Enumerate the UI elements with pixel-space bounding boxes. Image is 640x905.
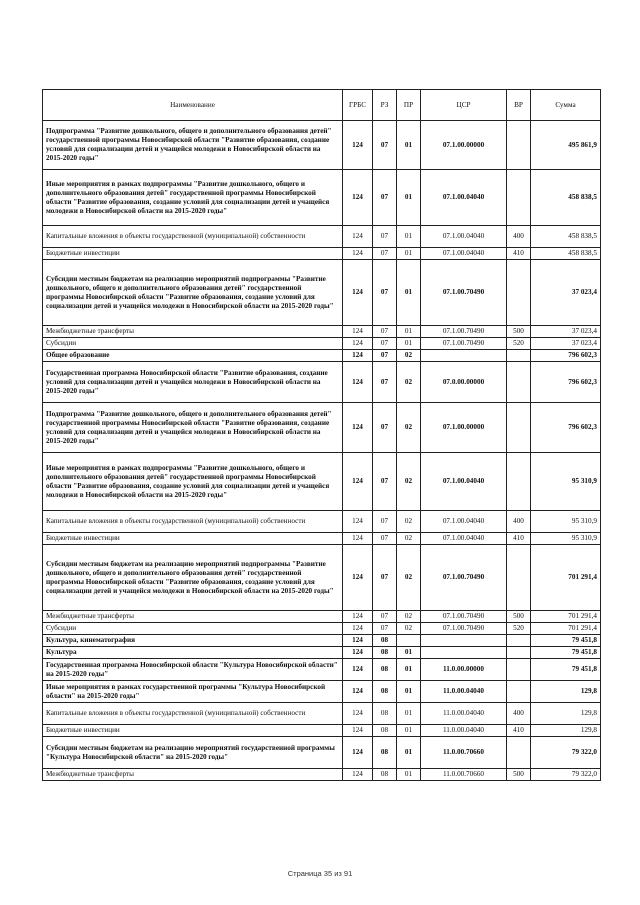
table-row — [43, 170, 601, 226]
cell-grbs: 124 — [343, 121, 373, 170]
cell-pr: 02 — [397, 453, 421, 511]
page-footer: Страница 35 из 91 — [287, 869, 353, 878]
cell-vr — [507, 659, 531, 681]
cell-sum: 37 023,4 — [531, 326, 601, 338]
cell-pr: 02 — [397, 623, 421, 635]
cell-sum: 129,8 — [531, 725, 601, 737]
budget-table — [42, 89, 601, 781]
cell-vr — [507, 647, 531, 659]
header-vr: ВР — [507, 90, 531, 121]
cell-sum: 458 838,5 — [531, 170, 601, 226]
table-row — [43, 533, 601, 545]
table-row — [43, 623, 601, 635]
cell-csr: 07.1.00.70490 — [421, 545, 507, 611]
cell-name: Государственная программа Новосибирской области "Развитие образования, создание условий для социализации детей и учащейся молодежи в Новосибирской области на 2015-2020 годы" — [43, 362, 343, 403]
cell-pr: 02 — [397, 403, 421, 453]
cell-grbs: 124 — [343, 533, 373, 545]
cell-csr: 07.1.00.70490 — [421, 338, 507, 350]
cell-name: Межбюджетные трансферты — [43, 611, 343, 623]
cell-rz: 08 — [373, 725, 397, 737]
cell-vr: 500 — [507, 611, 531, 623]
cell-rz: 07 — [373, 533, 397, 545]
cell-sum: 95 310,9 — [531, 453, 601, 511]
cell-csr: 11.0.00.70660 — [421, 737, 507, 769]
header-rz: РЗ — [373, 90, 397, 121]
cell-name: Субсидии — [43, 623, 343, 635]
cell-csr — [421, 647, 507, 659]
cell-rz: 07 — [373, 170, 397, 226]
cell-name: Иные мероприятия в рамках подпрограммы "Развитие дошкольного, общего и дополнительного образования детей" государственной программы Новосибирской области "Развитие образования, создание условий для социализации детей и учащейся молодежи в Новосибирской области на 2015-2020 годы" — [43, 170, 343, 226]
cell-pr: 01 — [397, 725, 421, 737]
table-row — [43, 769, 601, 781]
header-pr: ПР — [397, 90, 421, 121]
cell-name: Культура — [43, 647, 343, 659]
cell-sum: 79 322,0 — [531, 737, 601, 769]
cell-name: Иные мероприятия в рамках государственной программы "Культура Новосибирской области" на 2015-2020 годы" — [43, 681, 343, 703]
cell-pr: 01 — [397, 659, 421, 681]
cell-rz: 07 — [373, 623, 397, 635]
header-csr: ЦСР — [421, 90, 507, 121]
cell-grbs: 124 — [343, 453, 373, 511]
cell-rz: 08 — [373, 681, 397, 703]
cell-sum: 79 451,8 — [531, 647, 601, 659]
cell-grbs: 124 — [343, 248, 373, 260]
table-row — [43, 545, 601, 611]
cell-grbs: 124 — [343, 326, 373, 338]
cell-vr — [507, 681, 531, 703]
cell-vr: 400 — [507, 703, 531, 725]
cell-grbs: 124 — [343, 338, 373, 350]
cell-csr: 07.1.00.00000 — [421, 403, 507, 453]
table-row — [43, 350, 601, 362]
cell-csr: 07.1.00.04040 — [421, 170, 507, 226]
cell-csr: 07.1.00.04040 — [421, 453, 507, 511]
cell-rz: 07 — [373, 511, 397, 533]
cell-csr — [421, 350, 507, 362]
cell-csr — [421, 635, 507, 647]
cell-csr: 07.1.00.70490 — [421, 623, 507, 635]
cell-name: Межбюджетные трансферты — [43, 769, 343, 781]
cell-pr: 01 — [397, 260, 421, 326]
table-row — [43, 681, 601, 703]
cell-pr: 01 — [397, 647, 421, 659]
cell-csr: 11.0.00.70660 — [421, 769, 507, 781]
cell-grbs: 124 — [343, 623, 373, 635]
cell-vr — [507, 545, 531, 611]
cell-name: Культура, кинематография — [43, 635, 343, 647]
table-row — [43, 338, 601, 350]
cell-pr: 01 — [397, 170, 421, 226]
cell-vr: 520 — [507, 623, 531, 635]
table-row — [43, 659, 601, 681]
cell-csr: 07.1.00.04040 — [421, 511, 507, 533]
cell-pr: 01 — [397, 226, 421, 248]
cell-pr: 01 — [397, 769, 421, 781]
cell-vr: 400 — [507, 511, 531, 533]
cell-grbs: 124 — [343, 737, 373, 769]
cell-vr: 400 — [507, 226, 531, 248]
table-row — [43, 260, 601, 326]
cell-sum: 701 291,4 — [531, 623, 601, 635]
cell-grbs: 124 — [343, 725, 373, 737]
table-row — [43, 362, 601, 403]
table-row — [43, 737, 601, 769]
cell-csr: 07.1.00.70490 — [421, 260, 507, 326]
cell-sum: 79 451,8 — [531, 635, 601, 647]
cell-rz: 07 — [373, 453, 397, 511]
cell-csr: 07.1.00.04040 — [421, 533, 507, 545]
cell-csr: 11.0.00.04040 — [421, 703, 507, 725]
cell-vr: 410 — [507, 533, 531, 545]
cell-vr — [507, 260, 531, 326]
cell-vr — [507, 635, 531, 647]
cell-grbs: 124 — [343, 769, 373, 781]
cell-grbs: 124 — [343, 611, 373, 623]
cell-vr — [507, 121, 531, 170]
cell-name: Подпрограмма "Развитие дошкольного, общего и дополнительного образования детей" государственной программы Новосибирской области "Развитие образования, создание условий для социализации детей и учащейся молодежи в Новосибирской области на 2015-2020 годы" — [43, 403, 343, 453]
cell-vr: 500 — [507, 769, 531, 781]
cell-sum: 129,8 — [531, 703, 601, 725]
table-row — [43, 121, 601, 170]
cell-grbs: 124 — [343, 511, 373, 533]
cell-csr: 07.0.00.00000 — [421, 362, 507, 403]
cell-rz: 07 — [373, 326, 397, 338]
header-grbs: ГРБС — [343, 90, 373, 121]
cell-sum: 37 023,4 — [531, 338, 601, 350]
cell-csr: 11.0.00.04040 — [421, 681, 507, 703]
cell-sum: 79 322,0 — [531, 769, 601, 781]
cell-pr: 02 — [397, 511, 421, 533]
cell-sum: 129,8 — [531, 681, 601, 703]
cell-pr: 01 — [397, 338, 421, 350]
cell-pr: 01 — [397, 737, 421, 769]
cell-name: Бюджетные инвестиции — [43, 725, 343, 737]
cell-grbs: 124 — [343, 260, 373, 326]
cell-pr: 02 — [397, 362, 421, 403]
cell-pr: 01 — [397, 121, 421, 170]
cell-grbs: 124 — [343, 362, 373, 403]
cell-name: Иные мероприятия в рамках подпрограммы "Развитие дошкольного, общего и дополнительного образования детей" государственной программы Новосибирской области "Развитие образования, создание условий для социализации детей и учащейся молодежи в Новосибирской области на 2015-2020 годы" — [43, 453, 343, 511]
table-row — [43, 248, 601, 260]
cell-rz: 07 — [373, 362, 397, 403]
cell-grbs: 124 — [343, 647, 373, 659]
cell-pr: 02 — [397, 545, 421, 611]
table-row — [43, 635, 601, 647]
cell-rz: 07 — [373, 226, 397, 248]
header-name: Наименование — [43, 90, 343, 121]
cell-grbs: 124 — [343, 659, 373, 681]
cell-vr — [507, 350, 531, 362]
cell-name: Субсидии местным бюджетам на реализацию мероприятий подпрограммы "Развитие дошкольного, общего и дополнительного образования детей" государственной программы Новосибирской области "Развитие образования, создание условий для социализации детей и учащейся молодежи в Новосибирской области на 2015-2020 годы" — [43, 260, 343, 326]
cell-sum: 458 838,5 — [531, 226, 601, 248]
cell-csr: 07.1.00.70490 — [421, 611, 507, 623]
cell-vr: 520 — [507, 338, 531, 350]
table-row — [43, 403, 601, 453]
cell-sum: 79 451,8 — [531, 659, 601, 681]
cell-grbs: 124 — [343, 681, 373, 703]
cell-name: Капитальные вложения в объекты государственной (муниципальной) собственности — [43, 226, 343, 248]
cell-pr: 01 — [397, 326, 421, 338]
cell-vr — [507, 403, 531, 453]
table-row — [43, 226, 601, 248]
cell-sum: 796 602,3 — [531, 350, 601, 362]
table-row — [43, 611, 601, 623]
cell-rz: 07 — [373, 545, 397, 611]
cell-sum: 796 602,3 — [531, 403, 601, 453]
table-row — [43, 703, 601, 725]
cell-vr — [507, 362, 531, 403]
cell-rz: 07 — [373, 350, 397, 362]
cell-name: Субсидии местным бюджетам на реализацию мероприятий подпрограммы "Развитие дошкольного, общего и дополнительного образования детей" государственной программы Новосибирской области "Развитие образования, создание условий для социализации детей и учащейся молодежи в Новосибирской области на 2015-2020 годы" — [43, 545, 343, 611]
cell-csr: 07.1.00.70490 — [421, 326, 507, 338]
table-body — [43, 121, 601, 781]
cell-pr — [397, 635, 421, 647]
cell-name: Субсидии — [43, 338, 343, 350]
cell-name: Государственная программа Новосибирской области "Культура Новосибирской области" на 2015-2020 годы" — [43, 659, 343, 681]
cell-sum: 796 602,3 — [531, 362, 601, 403]
cell-vr — [507, 170, 531, 226]
cell-rz: 08 — [373, 647, 397, 659]
cell-sum: 37 023,4 — [531, 260, 601, 326]
cell-csr: 07.1.00.04040 — [421, 248, 507, 260]
cell-grbs: 124 — [343, 403, 373, 453]
cell-pr: 01 — [397, 703, 421, 725]
table-row — [43, 511, 601, 533]
cell-name: Капитальные вложения в объекты государственной (муниципальной) собственности — [43, 511, 343, 533]
cell-rz: 08 — [373, 769, 397, 781]
cell-pr: 01 — [397, 681, 421, 703]
cell-rz: 07 — [373, 121, 397, 170]
cell-pr: 02 — [397, 350, 421, 362]
cell-rz: 08 — [373, 703, 397, 725]
table-row — [43, 725, 601, 737]
table-header-row — [43, 90, 601, 121]
cell-grbs: 124 — [343, 226, 373, 248]
cell-vr: 410 — [507, 725, 531, 737]
cell-vr: 410 — [507, 248, 531, 260]
cell-csr: 11.0.00.00000 — [421, 659, 507, 681]
cell-sum: 701 291,4 — [531, 611, 601, 623]
cell-rz: 07 — [373, 248, 397, 260]
cell-sum: 458 838,5 — [531, 248, 601, 260]
cell-sum: 95 310,9 — [531, 511, 601, 533]
cell-rz: 08 — [373, 659, 397, 681]
cell-rz: 08 — [373, 635, 397, 647]
cell-csr: 07.1.00.04040 — [421, 226, 507, 248]
cell-grbs: 124 — [343, 170, 373, 226]
cell-rz: 07 — [373, 611, 397, 623]
table-row — [43, 326, 601, 338]
cell-rz: 07 — [373, 338, 397, 350]
cell-vr: 500 — [507, 326, 531, 338]
cell-name: Бюджетные инвестиции — [43, 248, 343, 260]
cell-grbs: 124 — [343, 545, 373, 611]
cell-grbs: 124 — [343, 703, 373, 725]
cell-csr: 11.0.00.04040 — [421, 725, 507, 737]
cell-name: Бюджетные инвестиции — [43, 533, 343, 545]
cell-rz: 07 — [373, 403, 397, 453]
cell-pr: 02 — [397, 533, 421, 545]
cell-sum: 701 291,4 — [531, 545, 601, 611]
cell-grbs: 124 — [343, 350, 373, 362]
table-row — [43, 453, 601, 511]
cell-name: Межбюджетные трансферты — [43, 326, 343, 338]
cell-name: Капитальные вложения в объекты государственной (муниципальной) собственности — [43, 703, 343, 725]
cell-name: Подпрограмма "Развитие дошкольного, общего и дополнительного образования детей" государственной программы Новосибирской области "Развитие образования, создание условий для социализации детей и учащейся молодежи в Новосибирской области на 2015-2020 годы" — [43, 121, 343, 170]
cell-rz: 08 — [373, 737, 397, 769]
cell-name: Субсидии местным бюджетам на реализацию мероприятий государственной программы "Культура Новосибирской области" на 2015-2020 годы" — [43, 737, 343, 769]
cell-name: Общее образование — [43, 350, 343, 362]
cell-vr — [507, 453, 531, 511]
cell-rz: 07 — [373, 260, 397, 326]
cell-grbs: 124 — [343, 635, 373, 647]
cell-sum: 95 310,9 — [531, 533, 601, 545]
cell-sum: 495 861,9 — [531, 121, 601, 170]
header-sum: Сумма — [531, 90, 601, 121]
cell-csr: 07.1.00.00000 — [421, 121, 507, 170]
cell-pr: 02 — [397, 611, 421, 623]
cell-vr — [507, 737, 531, 769]
table-row — [43, 647, 601, 659]
cell-pr: 01 — [397, 248, 421, 260]
